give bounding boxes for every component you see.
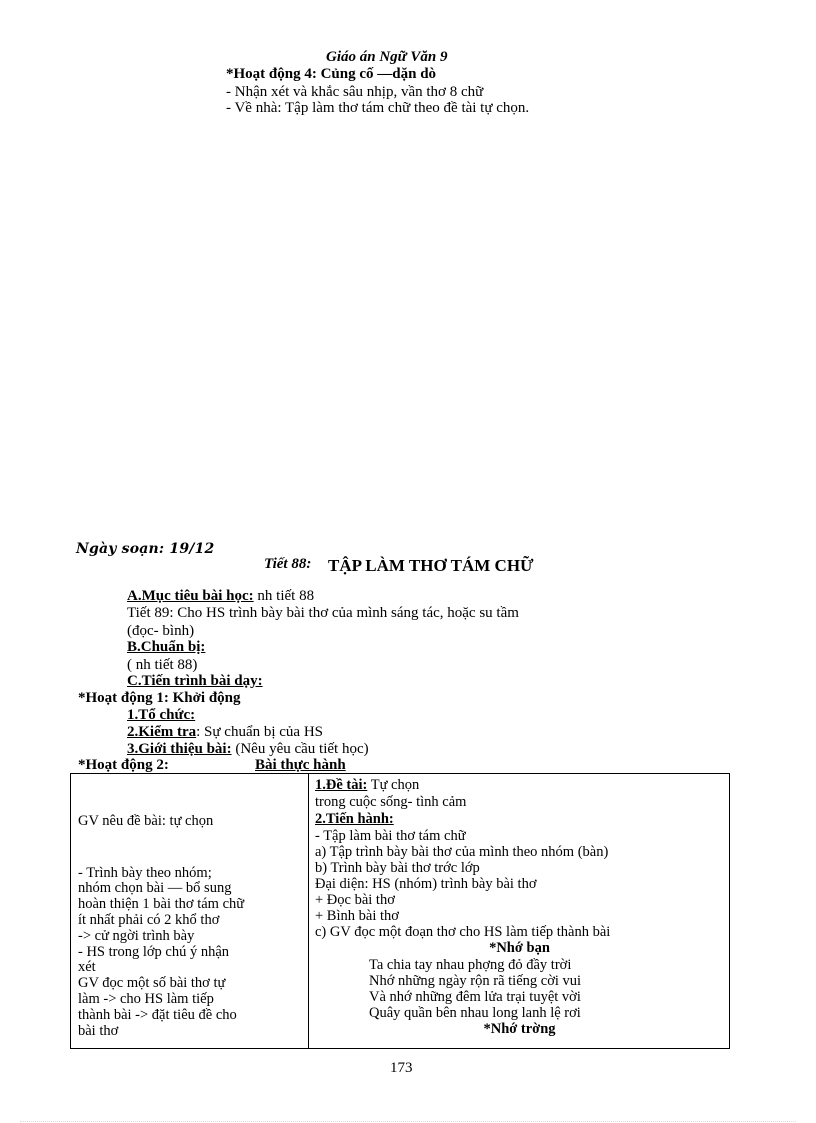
topic-text: Tự chọn (367, 777, 420, 793)
procedure-line: - Tập làm bài thơ tám chữ (315, 828, 466, 844)
lesson-title: TẬP LÀM THƠ TÁM CHỮ (328, 556, 534, 575)
left-line: - Trình bày theo nhóm; (78, 865, 212, 881)
activity-1-heading: *Hoạt động 1: Khởi động (78, 690, 241, 706)
step-3-label: 3.Giới thiệu bài: (127, 741, 232, 757)
step-2-label: 2.Kiểm tra (127, 724, 197, 740)
procedure-label: 2.Tiến hành: (315, 811, 394, 827)
activity-4-heading: *Hoạt động 4: Củng cố —dặn dò (226, 66, 437, 82)
topic-line (315, 778, 419, 792)
lesson-number: Tiết 88: (264, 556, 312, 572)
poem-line: Nhớ những ngày rộn rã tiếng cời vui (369, 973, 582, 989)
topic-cont: trong cuộc sống- tình cảm (315, 794, 467, 810)
prep-date: Ngày soạn: 19/12 (76, 541, 215, 557)
left-line: xét (78, 959, 96, 975)
activity-2-title: Bài thực hành (255, 757, 346, 773)
procedure-line: b) Trình bày bài thơ trớc lớp (315, 860, 480, 876)
left-line: hoàn thiện 1 bài thơ tám chữ (78, 896, 245, 912)
section-a (127, 589, 314, 604)
procedure-line: + Đọc bài thơ (315, 892, 395, 908)
left-line: - HS trong lớp chú ý nhận (78, 944, 230, 960)
left-line: GV đọc một số bài thơ tự (78, 975, 226, 991)
left-line: nhóm chọn bài — bổ sung (78, 880, 232, 896)
procedure-line: c) GV đọc một đoạn thơ cho HS làm tiếp thành bài (315, 924, 611, 940)
step-3 (127, 742, 369, 757)
footer-divider (20, 1121, 796, 1122)
left-line: ít nhất phải có 2 khổ thơ (78, 912, 220, 928)
practice-table (70, 773, 730, 1049)
page-number: 173 (390, 1060, 413, 1076)
poem-2-title: *Nhớ trờng (483, 1021, 556, 1037)
poem-line: Và nhớ những đêm lửa trại tuyệt vời (369, 989, 581, 1005)
content-cell (309, 774, 730, 1049)
teacher-activity-cell (71, 774, 309, 1049)
tiet89-line: Tiết 89: Cho HS trình bày bài thơ của mình sáng tác, hoặc su tầm (127, 605, 519, 621)
left-line: bài thơ (78, 1023, 119, 1039)
topic-label: 1.Đề tài: (315, 777, 368, 793)
procedure-line: Đại diện: HS (nhóm) trình bày bài thơ (315, 876, 537, 892)
poem-1-title: *Nhớ bạn (489, 940, 550, 956)
left-line: thành bài -> đặt tiêu đề cho (78, 1007, 237, 1023)
left-line: GV nêu đề bài: tự chọn (78, 813, 214, 829)
left-line: làm -> cho HS làm tiếp (78, 991, 214, 1007)
section-b-text: ( nh tiết 88) (127, 657, 198, 673)
section-a-text: nh tiết 88 (253, 588, 315, 604)
step-1-label: 1.Tổ chức: (127, 707, 196, 723)
procedure-line: a) Tập trình bày bài thơ của mình theo nhóm (bàn) (315, 844, 609, 860)
step-2 (127, 725, 323, 740)
section-c-label: C.Tiến trình bài dạy: (127, 673, 263, 689)
review-line-1: - Nhận xét và khắc sâu nhịp, vần thơ 8 chữ (226, 84, 484, 100)
section-b-label: B.Chuẩn bị: (127, 639, 206, 655)
left-line: -> cử ngời trình bày (78, 928, 195, 944)
step-3-text: (Nêu yêu cầu tiết học) (231, 741, 369, 757)
activity-2-label: *Hoạt động 2: (78, 757, 169, 773)
document-header-title: Giáo án Ngữ Văn 9 (326, 49, 448, 65)
step-2-text: : Sự chuẩn bị của HS (196, 724, 324, 740)
tiet89-cont: (đọc- bình) (127, 623, 195, 639)
section-a-label: A.Mục tiêu bài học: (127, 588, 254, 604)
poem-line: Ta chia tay nhau phợng đỏ đầy trời (369, 957, 572, 973)
procedure-line: + Bình bài thơ (315, 908, 399, 924)
poem-line: Quây quần bên nhau long lanh lệ rơi (369, 1005, 581, 1021)
review-line-2: - Về nhà: Tập làm thơ tám chữ theo đề tài tự chọn. (226, 100, 530, 116)
